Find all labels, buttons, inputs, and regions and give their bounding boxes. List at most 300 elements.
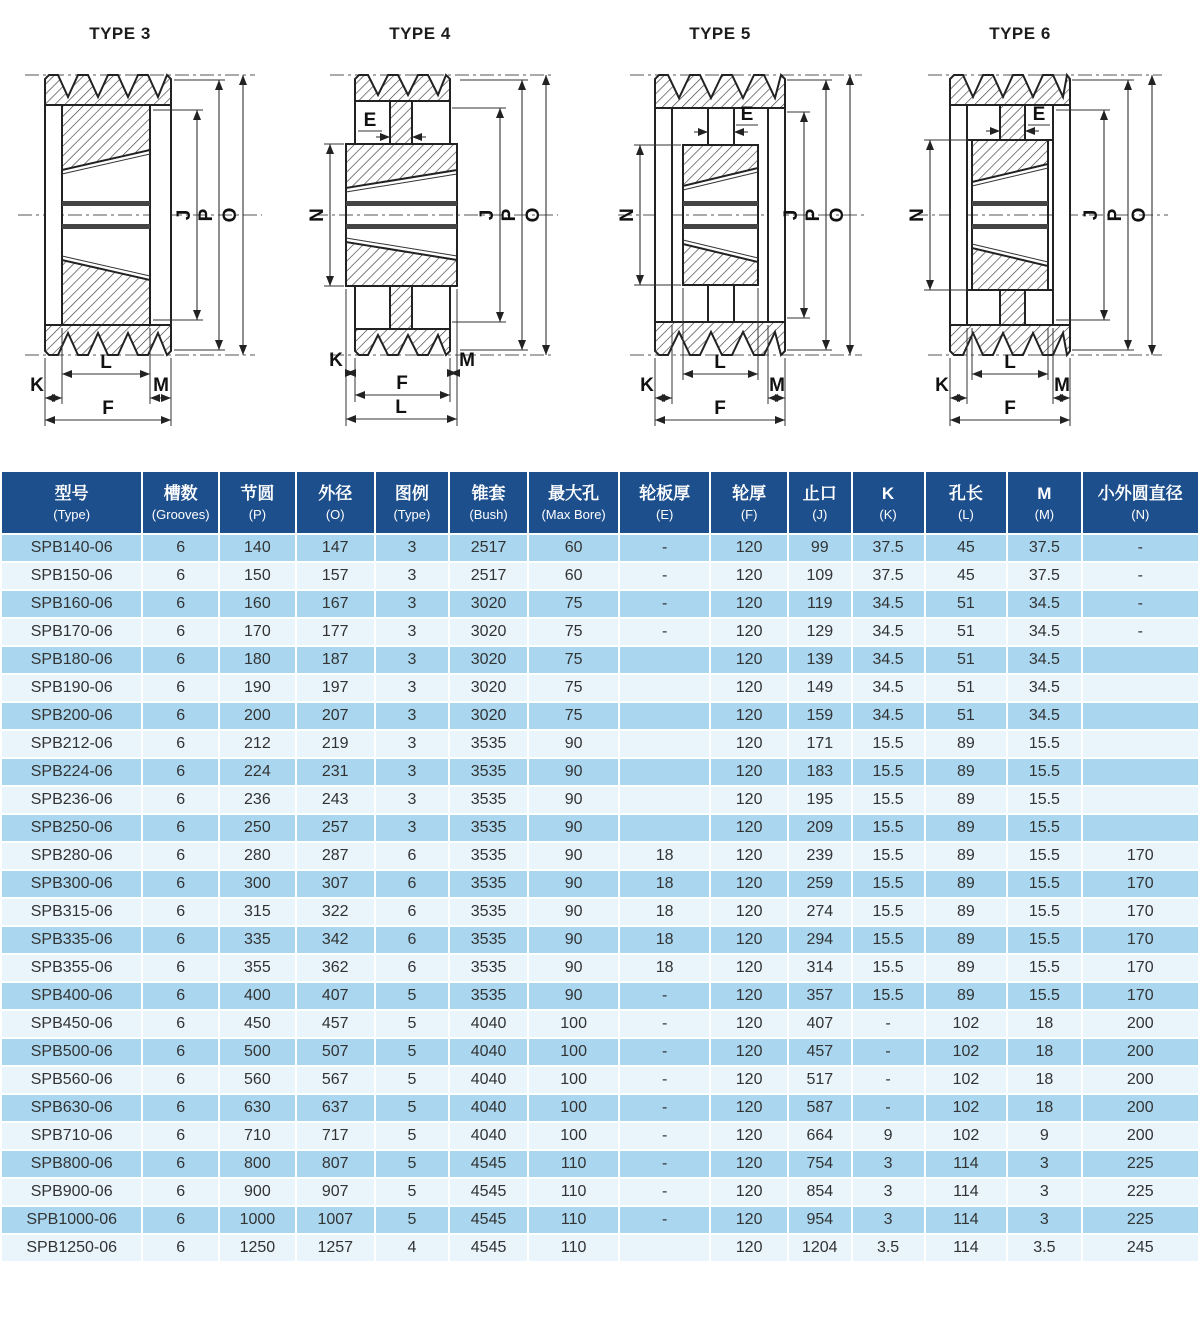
table-cell: 34.5 [852,674,925,702]
table-cell: 18 [1007,1094,1081,1122]
table-cell: 200 [1082,1010,1199,1038]
table-cell: 2517 [449,562,528,590]
table-body [1,534,1199,1262]
table-cell: 15.5 [1007,758,1081,786]
table-cell [619,1234,710,1262]
table-cell: 3 [375,702,449,730]
table-cell: 5 [375,1150,449,1178]
table-cell: 3 [1007,1150,1081,1178]
table-cell: 800 [219,1150,296,1178]
header-cn: 锥套 [471,484,506,503]
table-cell: 15.5 [852,786,925,814]
table-row [1,1010,1199,1038]
table-cell [1082,674,1199,702]
table-cell: 160 [219,590,296,618]
dim-label-k: K [30,375,44,396]
header-cn: 轮板厚 [639,484,691,503]
table-cell: 18 [619,842,710,870]
table-cell: 15.5 [1007,926,1081,954]
table-cell: 102 [925,1094,1008,1122]
table-cell: - [619,618,710,646]
table-cell: 664 [788,1122,851,1150]
table-cell: 6 [375,898,449,926]
table-cell: 114 [925,1234,1008,1262]
table-cell: 139 [788,646,851,674]
table-cell: 60 [528,534,619,562]
table-cell: 6 [375,954,449,982]
table-cell: 75 [528,674,619,702]
table-cell: 15.5 [1007,954,1081,982]
dim-label-m: M [153,375,169,396]
table-cell: SPB250-06 [1,814,142,842]
table-cell: 3535 [449,730,528,758]
table-cell: 89 [925,926,1008,954]
header-en: (Max Bore) [541,507,606,522]
dim-label-p: P [196,208,217,222]
table-cell: - [619,1150,710,1178]
table-cell: 75 [528,702,619,730]
dim-label-j: J [1081,209,1102,221]
table-cell: 4040 [449,1066,528,1094]
table-cell: 90 [528,870,619,898]
table-cell [619,702,710,730]
table-cell [1082,758,1199,786]
table-cell: 517 [788,1066,851,1094]
table-cell: 754 [788,1150,851,1178]
table-cell: 120 [710,786,788,814]
table-cell: 3 [375,758,449,786]
header-en: (Bush) [469,507,508,522]
table-cell: 287 [296,842,375,870]
table-cell: 567 [296,1066,375,1094]
header-en: (L) [957,507,974,522]
table-cell: 15.5 [852,814,925,842]
table-cell: 147 [296,534,375,562]
table-cell: - [619,1066,710,1094]
table-row [1,590,1199,618]
table-cell: 195 [788,786,851,814]
table-cell: 1250 [219,1234,296,1262]
table-cell: 120 [710,590,788,618]
dim-label-e: E [740,104,754,125]
table-row [1,842,1199,870]
table-cell: - [619,534,710,562]
table-cell: 4545 [449,1150,528,1178]
table-cell: 294 [788,926,851,954]
header-cn: 轮厚 [732,484,767,503]
table-cell: SPB900-06 [1,1178,142,1206]
table-cell: 119 [788,590,851,618]
drawing-title: TYPE 3 [89,24,151,43]
table-cell: 3 [1007,1178,1081,1206]
table-cell: 6 [142,1150,219,1178]
table-cell: SPB1000-06 [1,1206,142,1234]
drawing-type3 [0,0,300,470]
dim-label-f: F [102,398,114,419]
table-cell: 15.5 [1007,870,1081,898]
header-cn: 节圆 [240,484,275,503]
table-cell: 120 [710,1206,788,1234]
drawing-type5 [600,0,900,470]
table-row [1,1150,1199,1178]
table-cell: 15.5 [1007,786,1081,814]
table-cell: 3 [375,730,449,758]
dim-label-j: J [174,209,195,221]
header-en: (P) [248,507,267,522]
table-cell: 15.5 [852,758,925,786]
table-cell: 6 [142,1122,219,1150]
table-cell: 90 [528,730,619,758]
table-cell [619,758,710,786]
table-row [1,926,1199,954]
table-cell: 6 [142,898,219,926]
table-cell: SPB335-06 [1,926,142,954]
table-cell: 15.5 [852,730,925,758]
table-row [1,730,1199,758]
header-cn: 止口 [802,484,837,503]
table-cell: 120 [710,1066,788,1094]
table-cell: 120 [710,1150,788,1178]
table-cell: 200 [1082,1066,1199,1094]
table-cell: 224 [219,758,296,786]
table-cell: 3 [852,1150,925,1178]
table-cell: SPB236-06 [1,786,142,814]
table-cell: 109 [788,562,851,590]
table-cell: 34.5 [852,702,925,730]
drawing-title: TYPE 6 [989,24,1051,43]
table-cell: 2517 [449,534,528,562]
table-cell: 51 [925,618,1008,646]
table-cell: 6 [142,1066,219,1094]
table-cell: 37.5 [1007,534,1081,562]
table-cell [619,786,710,814]
table-cell: SPB710-06 [1,1122,142,1150]
table-cell: - [619,1010,710,1038]
table-cell: 170 [1082,926,1199,954]
dim-label-o: O [827,207,848,223]
table-cell: SPB355-06 [1,954,142,982]
dim-label-j: J [477,209,498,221]
table-cell: 15.5 [1007,730,1081,758]
header-row [1,471,1199,534]
table-cell: 3.5 [1007,1234,1081,1262]
table-cell: 3535 [449,982,528,1010]
table-cell: 120 [710,758,788,786]
table-cell: 225 [1082,1150,1199,1178]
table-cell: 34.5 [1007,674,1081,702]
dim-label-p: P [499,208,520,222]
table-cell: 18 [619,954,710,982]
table-cell: 212 [219,730,296,758]
table-cell: 171 [788,730,851,758]
table-cell: 90 [528,954,619,982]
table-row [1,982,1199,1010]
table-cell: 5 [375,1178,449,1206]
table-cell: 315 [219,898,296,926]
table-cell: 630 [219,1094,296,1122]
header-cn: 小外圆直径 [1097,484,1183,503]
table-cell: 89 [925,758,1008,786]
table-cell: 37.5 [1007,562,1081,590]
table-cell: 6 [142,1206,219,1234]
column-header [219,471,296,534]
table-cell: 120 [710,646,788,674]
header-en: (N) [1131,507,1150,522]
table-cell: 6 [142,926,219,954]
table-row [1,898,1199,926]
table-cell: SPB1250-06 [1,1234,142,1262]
column-header [296,471,375,534]
table-cell: 197 [296,674,375,702]
table-cell: 854 [788,1178,851,1206]
table-cell: 157 [296,562,375,590]
table-cell: 4040 [449,1094,528,1122]
header-en: (Type) [393,507,431,522]
table-cell: 15.5 [1007,898,1081,926]
table-cell: 183 [788,758,851,786]
table-cell: 3535 [449,814,528,842]
table-cell: 110 [528,1206,619,1234]
table-cell: SPB500-06 [1,1038,142,1066]
table-cell: 90 [528,926,619,954]
table-cell: 110 [528,1178,619,1206]
table-cell: 219 [296,730,375,758]
table-cell: 187 [296,646,375,674]
table-cell: 100 [528,1094,619,1122]
table-cell: SPB800-06 [1,1150,142,1178]
table-cell: 710 [219,1122,296,1150]
table-cell: 120 [710,1094,788,1122]
table-cell: 190 [219,674,296,702]
table-cell: 6 [142,674,219,702]
table-cell: 6 [375,870,449,898]
table-cell: 243 [296,786,375,814]
table-cell: 507 [296,1038,375,1066]
table-cell: 3020 [449,618,528,646]
table-cell: 89 [925,870,1008,898]
table-cell: 207 [296,702,375,730]
type3-diagram [0,50,300,470]
table-cell: 15.5 [852,954,925,982]
table-cell: 45 [925,562,1008,590]
table-cell: SPB315-06 [1,898,142,926]
header-en: (J) [812,507,828,522]
table-cell: 34.5 [852,646,925,674]
drawing-type4 [300,0,600,470]
table-cell: 15.5 [852,842,925,870]
table-cell: 357 [788,982,851,1010]
table-cell: 120 [710,926,788,954]
table-cell: - [1082,618,1199,646]
table-cell: 170 [1082,954,1199,982]
type4-diagram [300,50,600,470]
table-cell: - [619,562,710,590]
table-cell: 89 [925,898,1008,926]
table-cell: SPB560-06 [1,1066,142,1094]
table-cell: 5 [375,1066,449,1094]
header-en: (E) [655,507,674,522]
header-en: (F) [740,507,758,522]
table-cell: 89 [925,842,1008,870]
table-cell: 5 [375,1094,449,1122]
table-row [1,786,1199,814]
dim-label-e: E [363,110,377,131]
dim-label-m: M [1054,375,1070,396]
table-cell: SPB140-06 [1,534,142,562]
column-header [142,471,219,534]
drawing-title: TYPE 5 [689,24,751,43]
table-cell: 362 [296,954,375,982]
table-cell: 129 [788,618,851,646]
table-cell: 3 [375,590,449,618]
table-cell: 407 [296,982,375,1010]
table-cell: 6 [142,702,219,730]
table-cell: 18 [1007,1066,1081,1094]
table-cell: 274 [788,898,851,926]
dim-label-f: F [714,398,726,419]
table-cell: 4545 [449,1206,528,1234]
table-cell: - [1082,534,1199,562]
table-cell: 4040 [449,1122,528,1150]
table-row [1,534,1199,562]
table-row [1,758,1199,786]
table-row [1,1094,1199,1122]
table-cell: 37.5 [852,534,925,562]
table-cell: 120 [710,674,788,702]
column-header [1082,471,1199,534]
table-row [1,954,1199,982]
table-cell [1082,786,1199,814]
table-cell: 5 [375,1206,449,1234]
table-cell: 5 [375,1122,449,1150]
table-cell: 300 [219,870,296,898]
table-cell: 51 [925,702,1008,730]
table-cell: 170 [1082,870,1199,898]
table-cell: 15.5 [852,870,925,898]
table-cell: 1000 [219,1206,296,1234]
header-cn: 孔长 [948,484,983,503]
table-cell: SPB180-06 [1,646,142,674]
table-cell: 6 [142,618,219,646]
table-cell: SPB280-06 [1,842,142,870]
table-cell: 3020 [449,702,528,730]
table-cell: 3535 [449,758,528,786]
dim-label-l: L [395,397,407,418]
table-row [1,562,1199,590]
table-cell: 89 [925,814,1008,842]
table-cell: 170 [1082,842,1199,870]
table-cell: SPB630-06 [1,1094,142,1122]
table-cell: 3 [375,674,449,702]
drawing-title: TYPE 4 [389,24,451,43]
table-cell [1082,730,1199,758]
table-cell: 120 [710,1038,788,1066]
table-cell: 231 [296,758,375,786]
column-header [375,471,449,534]
table-row [1,618,1199,646]
header-en: (K) [879,507,897,522]
table-cell: 90 [528,842,619,870]
table-row [1,1206,1199,1234]
table-cell: 170 [1082,898,1199,926]
table-cell: 560 [219,1066,296,1094]
table-cell: 807 [296,1150,375,1178]
table-cell: 6 [142,982,219,1010]
table-cell: 407 [788,1010,851,1038]
table-cell [1082,702,1199,730]
header-en: (M) [1034,507,1055,522]
table-cell: 3535 [449,954,528,982]
column-header [619,471,710,534]
dim-label-n: N [907,208,928,222]
column-header [710,471,788,534]
table-cell: 114 [925,1150,1008,1178]
table-cell: 457 [788,1038,851,1066]
table-cell: 6 [142,1010,219,1038]
table-cell: SPB212-06 [1,730,142,758]
table-cell: - [619,590,710,618]
table-cell: 170 [1082,982,1199,1010]
table-cell: SPB170-06 [1,618,142,646]
table-cell: 1007 [296,1206,375,1234]
table-cell: 18 [1007,1038,1081,1066]
table-cell: 34.5 [1007,618,1081,646]
table-cell: 400 [219,982,296,1010]
table-cell: 322 [296,898,375,926]
table-row [1,1066,1199,1094]
table-cell: 75 [528,618,619,646]
table-cell: 99 [788,534,851,562]
table-cell: - [852,1038,925,1066]
table-row [1,814,1199,842]
column-header [1007,471,1081,534]
table-cell: 34.5 [1007,646,1081,674]
table-cell: 120 [710,1010,788,1038]
table-cell: 114 [925,1178,1008,1206]
column-header [788,471,851,534]
table-cell: 159 [788,702,851,730]
table-cell: 90 [528,814,619,842]
table-cell: 5 [375,1010,449,1038]
table-cell: 120 [710,730,788,758]
table-cell: 120 [710,702,788,730]
table-cell [1082,814,1199,842]
table-cell: 6 [142,786,219,814]
table-cell: 3.5 [852,1234,925,1262]
table-cell: 4040 [449,1010,528,1038]
table-cell: 6 [375,926,449,954]
dim-label-e: E [1032,104,1046,125]
table-cell: 102 [925,1066,1008,1094]
table-cell: - [1082,590,1199,618]
table-cell: 89 [925,982,1008,1010]
table-cell: 314 [788,954,851,982]
table-cell: 500 [219,1038,296,1066]
table-cell: 335 [219,926,296,954]
table-cell: 177 [296,618,375,646]
column-header [1,471,142,534]
table-cell: 18 [619,898,710,926]
table-cell: 110 [528,1150,619,1178]
column-header [449,471,528,534]
table-cell: 4545 [449,1178,528,1206]
table-cell: 200 [1082,1038,1199,1066]
table-cell: 75 [528,590,619,618]
table-header [1,471,1199,534]
header-cn: 图例 [394,484,429,503]
table-row [1,674,1199,702]
dim-label-k: K [935,375,949,396]
